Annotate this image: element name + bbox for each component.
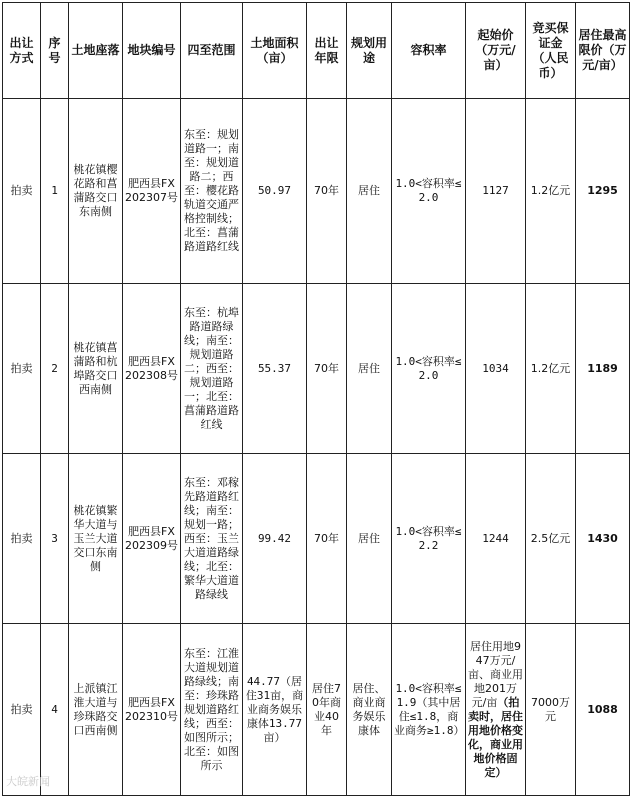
cell-no: 3 [41,454,69,624]
cell-method: 拍卖 [3,624,41,796]
cell-parcel-code: 肥西县FX202308号 [123,284,181,454]
cell-start-price: 1127 [466,99,526,284]
header-far: 容积率 [392,3,466,99]
cell-use: 居住 [347,284,392,454]
cell-price-cap: 1088 [576,624,630,796]
table-header-row [3,3,630,99]
cell-method: 拍卖 [3,284,41,454]
header-area: 土地面积（亩） [243,3,307,99]
header-use: 规划用途 [347,3,392,99]
cell-boundaries: 东至：江淮大道规划道路绿线；南至：珍珠路规划道路红线；西至：如图所示；北至：如图所示 [181,624,243,796]
cell-far: 1.0<容积率≤2.0 [392,99,466,284]
cell-far: 1.0<容积率≤2.0 [392,284,466,454]
cell-deposit: 1.2亿元 [526,284,576,454]
cell-boundaries: 东至：规划道路一；南至：规划道路二；西至：樱花路轨道交通严格控制线；北至：菖蒲路道路红线 [181,99,243,284]
cell-no: 4 [41,624,69,796]
cell-use: 居住 [347,99,392,284]
cell-far: 1.0<容积率≤2.2 [392,454,466,624]
cell-deposit: 2.5亿元 [526,454,576,624]
header-no: 序号 [41,3,69,99]
cell-area: 44.77（居住31亩，商业商务娱乐康体13.77亩） [243,624,307,796]
cell-location: 上派镇江淮大道与珍珠路交口西南侧 [69,624,123,796]
start-price-main: 居住用地947万元/亩、商业用地201万元/亩 [468,639,523,709]
cell-no: 2 [41,284,69,454]
header-boundaries: 四至范围 [181,3,243,99]
cell-price-cap: 1430 [576,454,630,624]
cell-boundaries: 东至：杭埠路道路绿线；南至：规划道路二；西至：规划道路一；北至：菖蒲路道路红线 [181,284,243,454]
cell-parcel-code: 肥西县FX202309号 [123,454,181,624]
cell-use: 居住、商业商务娱乐康体 [347,624,392,796]
header-method: 出让方式 [3,3,41,99]
table-row [3,284,630,454]
cell-term: 居住70年商业40年 [307,624,347,796]
cell-far: 1.0<容积率≤1.9（其中居住≤1.8，商业商务≥1.8） [392,624,466,796]
cell-method: 拍卖 [3,99,41,284]
cell-location: 桃花镇樱花路和菖蒲路交口东南侧 [69,99,123,284]
cell-start-price: 1034 [466,284,526,454]
table-row [3,99,630,284]
cell-method: 拍卖 [3,454,41,624]
cell-parcel-code: 肥西县FX202307号 [123,99,181,284]
header-deposit: 竞买保证金（人民币） [526,3,576,99]
table-row [3,624,630,796]
header-parcel-code: 地块编号 [123,3,181,99]
cell-use: 居住 [347,454,392,624]
start-price-note: （拍卖时，居住用地价格变化，商业用地价格固定） [468,695,523,779]
land-auction-table [2,2,630,796]
cell-term: 70年 [307,454,347,624]
cell-area: 55.37 [243,284,307,454]
cell-deposit: 1.2亿元 [526,99,576,284]
header-term: 出让年限 [307,3,347,99]
cell-price-cap: 1189 [576,284,630,454]
header-location: 土地座落 [69,3,123,99]
cell-deposit: 7000万元 [526,624,576,796]
cell-start-price [466,624,526,796]
cell-parcel-code: 肥西县FX202310号 [123,624,181,796]
header-price-cap: 居住最高限价（万元/亩） [576,3,630,99]
table-row [3,454,630,624]
watermark: 大皖新闻 [6,775,50,788]
cell-boundaries: 东至：邓稼先路道路红线；南至：规划一路；西至：玉兰大道道路绿线；北至：繁华大道道路绿线 [181,454,243,624]
cell-term: 70年 [307,99,347,284]
cell-area: 99.42 [243,454,307,624]
cell-location: 桃花镇繁华大道与玉兰大道交口东南侧 [69,454,123,624]
header-start-price: 起始价（万元/亩） [466,3,526,99]
cell-price-cap: 1295 [576,99,630,284]
cell-no: 1 [41,99,69,284]
cell-location: 桃花镇菖蒲路和杭埠路交口西南侧 [69,284,123,454]
cell-term: 70年 [307,284,347,454]
cell-start-price: 1244 [466,454,526,624]
cell-area: 50.97 [243,99,307,284]
